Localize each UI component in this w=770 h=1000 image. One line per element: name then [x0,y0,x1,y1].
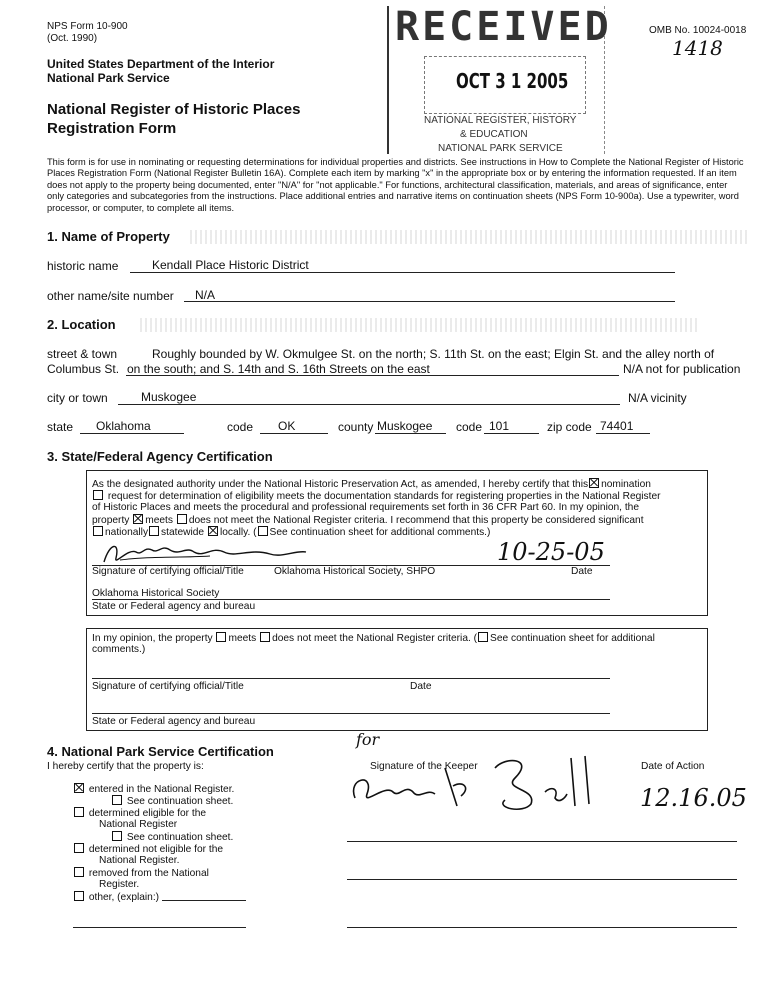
form-title-line1: National Register of Historic Places [47,101,301,118]
not-for-publication: N/A not for publication [623,362,741,376]
zip-line [596,433,650,434]
stamp-line3: NATIONAL PARK SERVICE [438,143,563,154]
historic-name-value[interactable]: Kendall Place Historic District [152,258,309,272]
cert-line2: request for determination of eligibility meets the documentation standards for registering properties in the National Register [92,490,661,502]
nationally-checkbox[interactable] [93,526,103,536]
state-value[interactable]: Oklahoma [96,419,151,433]
agency2-line [92,713,610,714]
not-eligible-option: determined not eligible for the [73,843,223,855]
form-title-line2: Registration Form [47,120,177,137]
other-explain-line [162,900,246,901]
see-cont1-option: See continuation sheet. [111,795,233,807]
cert-line1: As the designated authority under the National Historic Preservation Act, as amended, I hereby certify that this nomination [92,479,651,490]
entered-option: entered in the National Register. [73,783,234,795]
instructions-paragraph: This form is for use in nominating or requesting determinations for individual properties and districts. See instructions in How to Complete the National Register of Historic Places Registration Form (National Register Bulletin 16A). Complete each item by marking "x" in the appropriate box or by entering the information requested. If an item does not apply to the property being documented, enter "N/A" for "not applicable." For functions, architectural classification, materials, and areas of significance, enter only categories and subcategories from the instructions. Place additional entries and narrative items on continuation sheets (NPS Form 10-900a). Use a typewriter, word processor, or computer, to complete all items. [47,157,744,213]
street-value-line2a[interactable]: Columbus St. [47,362,120,376]
street-line [126,375,619,376]
continuation-checkbox[interactable] [258,526,268,536]
statewide-checkbox[interactable] [149,526,159,536]
see-cont1-checkbox[interactable] [112,795,122,805]
meets-checkbox[interactable] [133,514,143,524]
code-line [260,433,328,434]
cert-line5: nationally statewide locally. ( See continuation sheet for additional comments.) [92,526,490,538]
stamp-line2: & EDUCATION [460,129,528,140]
keeper-label: Signature of the Keeper [370,761,478,772]
date2-label: Date [410,681,432,692]
opinion-line1: In my opinion, the property meets does not meet the National Register criteria. ( See continuation sheet for additional [92,633,655,644]
agency: National Park Service [47,71,170,85]
state-line [80,433,184,434]
county-code-line [484,433,539,434]
section2-heading: 2. Location [47,317,116,332]
signature2-label: Signature of certifying official/Title [92,681,244,692]
handwritten-id: 1418 [672,36,723,60]
keeper-line1 [347,841,737,842]
other-name-label: other name/site number [47,289,174,303]
street-value-line2b[interactable]: on the south; and S. 14th and S. 16th Streets on the east [127,362,430,376]
street-value-line1[interactable]: Roughly bounded by W. Okmulgee St. on the north; S. 11th St. on the east; Elgin St. and the alley north of [152,347,715,361]
department: United States Department of the Interior [47,57,275,71]
nomination-checkbox[interactable] [589,478,599,488]
code-value[interactable]: OK [278,419,296,433]
removed-checkbox[interactable] [74,867,84,877]
see-cont2-option: See continuation sheet. [111,831,233,843]
section4-heading: 4. National Park Service Certification [47,744,274,759]
section4-intro: I hereby certify that the property is: [47,761,204,772]
signature2-line [92,678,610,679]
cert-line3: of Historic Places and meets the procedural and professional requirements set forth in 36 CFR Part 60. In my opinion, the [92,502,640,513]
determination-checkbox[interactable] [93,490,103,500]
opinion-line2: comments.) [92,644,146,655]
city-line [118,404,620,405]
vicinity: N/A vicinity [628,391,687,405]
stamp-date: OCT 3 1 2005 [456,69,569,93]
keeper-line3 [347,927,737,928]
signature-certifying-official [100,538,310,568]
register-label: Register. [99,879,140,890]
signature-label: Signature of certifying official/Title [92,566,244,577]
date-label: Date [571,566,593,577]
national-register1: National Register [99,819,178,830]
county-line [375,433,446,434]
national-register2: National Register. [99,855,180,866]
action-date: 12.16.05 [640,784,747,812]
historic-name-label: historic name [47,259,119,273]
section3-heading: 3. State/Federal Agency Certification [47,449,273,464]
agency-value[interactable]: Oklahoma Historical Society [92,588,220,599]
city-value[interactable]: Muskogee [141,390,197,404]
locally-checkbox[interactable] [208,526,218,536]
county-value[interactable]: Muskogee [377,419,433,433]
other-name-value[interactable]: N/A [195,288,216,302]
keeper-for: for [356,730,380,749]
signature-title: Oklahoma Historical Society, SHPO [274,566,436,577]
opinion-meets-checkbox[interactable] [216,632,226,642]
stamp-line1: NATIONAL REGISTER, HISTORY [424,115,577,126]
not-eligible-checkbox[interactable] [74,843,84,853]
form-date: (Oct. 1990) [47,33,98,44]
eligible-option: determined eligible for the [73,807,206,819]
agency-line [92,599,610,600]
cert-line4: property meets does not meet the National Register criteria. I recommend that this property be considered significant [92,515,644,526]
zip-label: zip code [547,420,592,434]
does-not-meet-checkbox[interactable] [177,514,187,524]
scan-noise [140,318,700,332]
entered-checkbox[interactable] [74,783,84,793]
scan-noise [190,230,750,244]
state-label: state [47,420,74,434]
keeper-line2 [347,879,737,880]
county-label: county [338,420,374,434]
code-label: code [227,420,254,434]
opinion-does-not-meet-checkbox[interactable] [260,632,270,642]
form-number: NPS Form 10-900 [47,21,128,32]
section1-heading: 1. Name of Property [47,229,170,244]
other-name-line [184,301,675,302]
city-label: city or town [47,391,108,405]
keeper-signature [345,748,615,818]
zip-value[interactable]: 74401 [600,419,634,433]
agency2-label: State or Federal agency and bureau [92,716,256,727]
removed-option: removed from the National [73,867,209,879]
stamp-received: RECEIVED [395,4,612,50]
eligible-checkbox[interactable] [74,807,84,817]
other-option: other, (explain:) [73,891,159,903]
opinion-continuation-checkbox[interactable] [478,632,488,642]
omb-number: OMB No. 10024-0018 [649,25,747,36]
county-code-value[interactable]: 101 [489,419,510,433]
other-checkbox[interactable] [74,891,84,901]
date-of-action-label: Date of Action [641,761,705,772]
street-label: street & town [47,347,118,361]
agency-label: State or Federal agency and bureau [92,601,256,612]
see-cont2-checkbox[interactable] [112,831,122,841]
other-explain-line2 [73,927,246,928]
county-code-label: code [456,420,483,434]
historic-name-line [130,272,675,273]
handwritten-cert-date: 10-25-05 [497,538,605,566]
